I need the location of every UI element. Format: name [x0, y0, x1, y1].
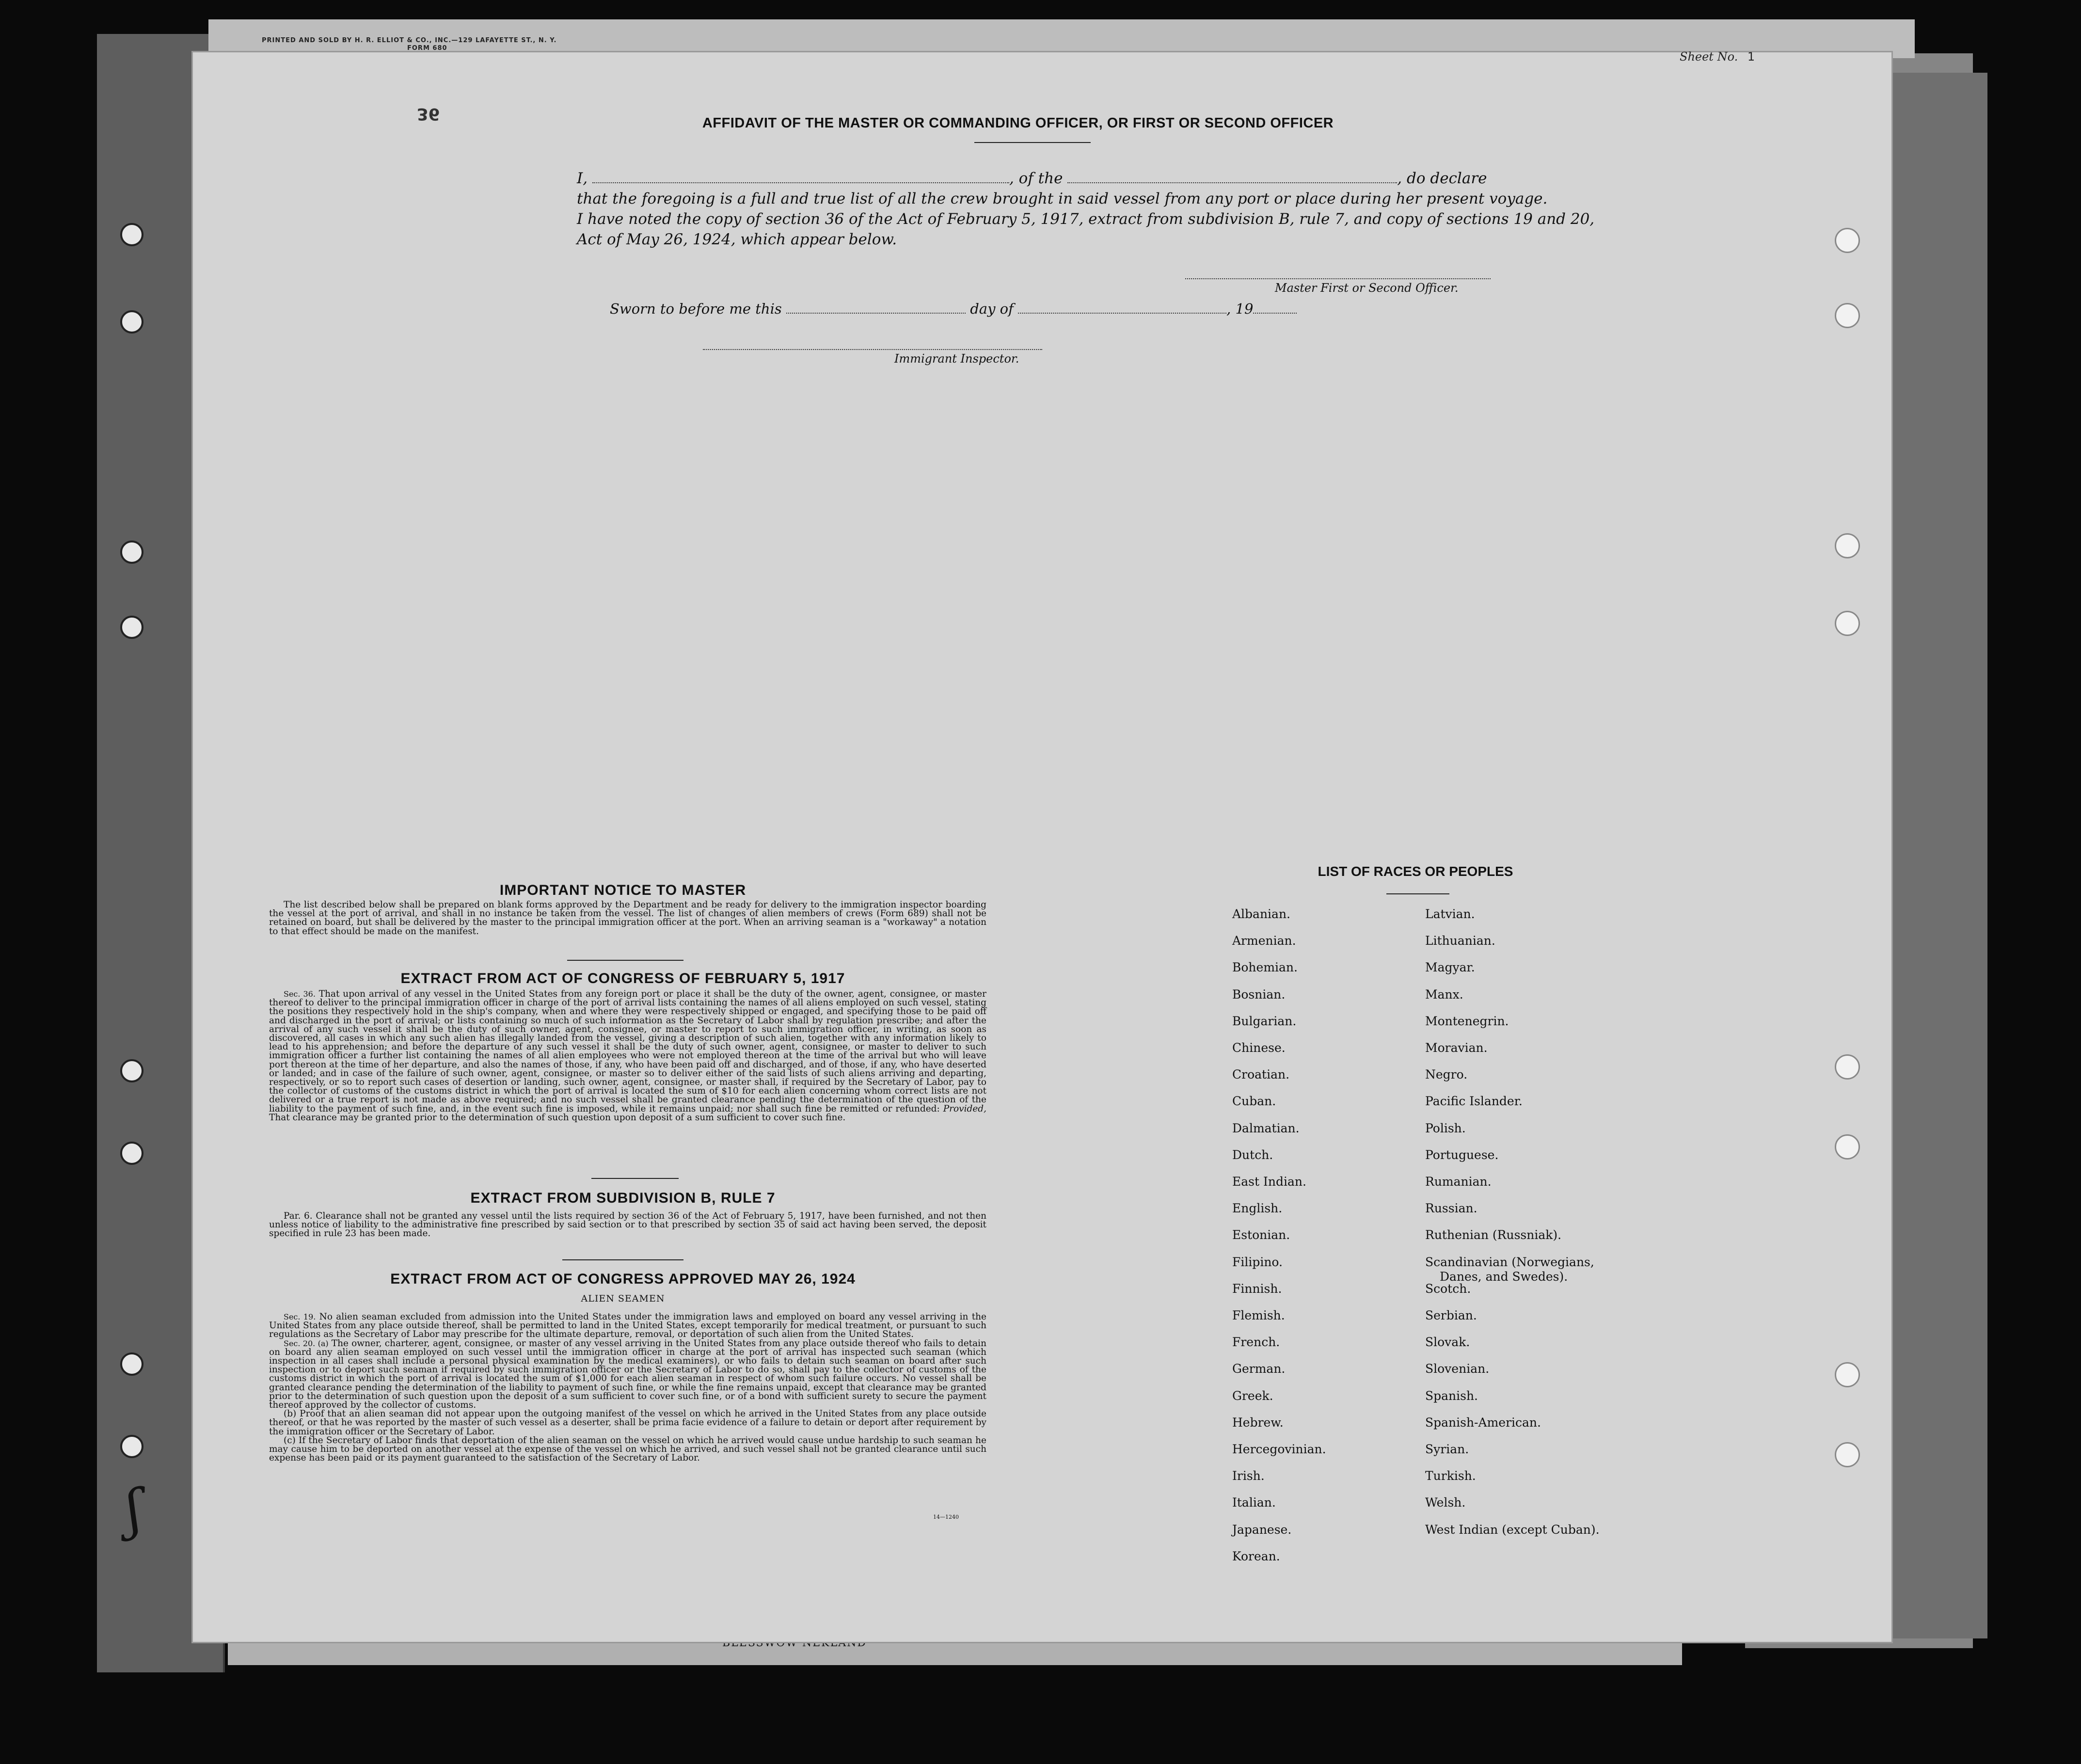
race-item: Finnish.	[1232, 1281, 1282, 1296]
divider	[1386, 893, 1449, 894]
race-item: Italian.	[1232, 1495, 1276, 1510]
race-item: English.	[1232, 1201, 1283, 1216]
rule7-text	[269, 1212, 986, 1239]
sheet-number-value: 1	[1747, 50, 1755, 64]
proviso-text: That clearance may be granted prior to the determination of such question upon deposit of a sum sufficient to cover such fine.	[269, 1112, 846, 1123]
race-item: East Indian.	[1232, 1175, 1306, 1189]
race-item: French.	[1232, 1335, 1280, 1350]
printer-imprint	[262, 37, 556, 52]
race-item: Polish.	[1425, 1121, 1466, 1135]
race-item: Hercegovinian.	[1232, 1442, 1326, 1456]
divider	[974, 142, 1091, 143]
sec19-paragraph	[269, 1313, 986, 1339]
affidavit-of-the: , of the	[1009, 170, 1063, 187]
race-item: Filipino.	[1232, 1255, 1283, 1269]
binder-hole	[120, 1142, 143, 1165]
race-item: Scotch.	[1425, 1281, 1471, 1296]
affidavit-line-4: Act of May 26, 1924, which appear below.	[577, 231, 897, 248]
race-item: Turkish.	[1425, 1469, 1476, 1483]
notice-title: IMPORTANT NOTICE TO MASTER	[499, 882, 747, 898]
vessel-blank	[1067, 171, 1397, 183]
race-item: Danes, and Swedes).	[1440, 1269, 1568, 1284]
sheet-number	[1680, 50, 1755, 64]
sec36-label: Sec. 36.	[284, 989, 316, 999]
sec20b-paragraph: (b) Proof that an alien seaman did not appear upon the outgoing manifest of the vessel on which he arrived in the United States from any place outside thereof, or that he was reported by the master of such vessel as a deserter, shall be prima facie evidence of a failure to detain or deport after requirement by the immigration officer or the Secretary of Labor.	[269, 1409, 986, 1437]
binder-hole	[120, 540, 143, 564]
sworn-before: Sworn to before me this	[610, 301, 782, 317]
race-item: Cuban.	[1232, 1094, 1276, 1109]
sec19-label: Sec. 19.	[284, 1312, 316, 1321]
race-item: Welsh.	[1425, 1495, 1466, 1510]
race-item: Japanese.	[1232, 1522, 1292, 1537]
race-item: Albanian.	[1232, 907, 1291, 921]
race-item: Dutch.	[1232, 1147, 1273, 1162]
race-item: Spanish-American.	[1425, 1415, 1541, 1430]
race-item: Latvian.	[1425, 907, 1475, 921]
master-caption: Master First or Second Officer.	[1275, 281, 1459, 295]
divider	[562, 1259, 683, 1260]
race-item: Armenian.	[1232, 934, 1296, 948]
race-item: German.	[1232, 1362, 1286, 1376]
page-code: 36	[417, 104, 440, 124]
inspector-caption: Immigrant Inspector.	[894, 352, 1019, 366]
binder-hole	[120, 1435, 143, 1458]
affidavit-line-1	[577, 170, 1487, 187]
sworn-day-of: day of	[970, 301, 1014, 317]
extract-1917-title: EXTRACT FROM ACT OF CONGRESS OF FEBRUARY 5, 1917	[400, 970, 845, 986]
sec20c-paragraph: (c) If the Secretary of Labor finds that deportation of the alien seaman on the vessel on which he arrived would cause undue hardship to such seaman he may cause him to be deported on another vessel at the expense of the vessel on which he arrived, and such vessel shall not be granted clearance until such expense has been paid or its payment guaranteed to the satisfaction of the Secretary of Labor.	[269, 1435, 986, 1463]
punch-hole	[1835, 1054, 1860, 1080]
race-item: Dalmatian.	[1232, 1121, 1300, 1135]
race-item: Slovak.	[1425, 1335, 1470, 1350]
race-item: Bulgarian.	[1232, 1014, 1297, 1028]
form-number: FORM 680	[407, 45, 447, 52]
race-item: Portuguese.	[1425, 1147, 1499, 1162]
affidavit-line-3: I have noted the copy of section 36 of the Act of February 5, 1917, extract from subdivision B, rule 7, and copy of sections 19 and 20,	[577, 210, 1595, 228]
sec20a-text: The owner, charterer, agent, consignee, or master of any vessel arriving in the United States from any place outside thereof who fails to detain on board any alien seaman employed on such vessel until the immigration officer in charge at the port of arrival has inspected such seaman (which inspection in all cases shall include a personal physical examination by the medical examiners), or who fails to detain such seaman on board after such inspection or to deport such seaman if required by such immigration officer or the Secretary of Labor to do so, shall pay to the collector of customs of the customs district in which the port of arrival is located the sum of $1,000 for each alien seaman in respect of whom such failure occurs. No vessel shall be granted clearance pending the determination of the liability to payment of such fine, or while the fine remains unpaid, except that clearance may be granted prior to the determination of such question upon the deposit of a sum sufficient to cover such fine, or of a bond with sufficient surety to secure the payment thereof approved by the collector of customs.	[269, 1338, 986, 1411]
sworn-line	[610, 301, 1297, 317]
races-title: LIST OF RACES OR PEOPLES	[1318, 864, 1513, 879]
punch-hole	[1835, 1134, 1860, 1160]
race-item: Bosnian.	[1232, 987, 1286, 1001]
inspector-signature-line	[703, 349, 1042, 350]
race-item: Rumanian.	[1425, 1175, 1492, 1189]
race-item: Irish.	[1232, 1469, 1265, 1483]
extract-1924-text	[269, 1313, 986, 1462]
race-item: Manx.	[1425, 987, 1463, 1001]
proviso-label: Provided,	[943, 1103, 986, 1114]
extract-1924-title: EXTRACT FROM ACT OF CONGRESS APPROVED MAY 26, 1924	[390, 1271, 856, 1287]
affidavit-declare: , do declare	[1397, 170, 1487, 187]
race-item: Greek.	[1232, 1388, 1273, 1403]
sec36-paragraph	[269, 990, 986, 1122]
extract-1917-text	[269, 990, 986, 1122]
year-blank	[1253, 301, 1297, 314]
notice-paragraph: The list described below shall be prepared on blank forms approved by the Department and be ready for delivery to the immigration inspector boarding the vessel at the port of arrival, and shall in no instance be taken from the vessel. The list of changes of alien members of crews (Form 689) shall not be retained on board, but shall be delivered by the master to the principal immigration officer at the port. When an arriving seaman is a "workaway" a notation to that effect should be made on the manifest.	[269, 900, 986, 937]
punch-hole	[1835, 228, 1860, 253]
month-blank	[1018, 301, 1226, 314]
binder-hole	[120, 310, 143, 334]
divider	[591, 1178, 679, 1179]
affidavit-line-2: that the foregoing is a full and true list of all the crew brought in said vessel from any port or place during her present voyage.	[577, 190, 1548, 207]
race-item: Hebrew.	[1232, 1415, 1284, 1430]
race-item: Ruthenian (Russniak).	[1425, 1228, 1562, 1242]
rule7-paragraph: Par. 6. Clearance shall not be granted any vessel until the lists required by section 36 of the Act of February 5, 1917, have been furnished, and not then unless notice of liability to the administrative fine prescribed by said section or to that prescribed by section 35 of said act having been served, the deposit specified in rule 23 has been made.	[269, 1211, 986, 1239]
affidavit-title: AFFIDAVIT OF THE MASTER OR COMMANDING OFFICER, OR FIRST OR SECOND OFFICER	[702, 115, 1334, 131]
handwritten-mark: ʃ	[121, 1478, 146, 1542]
race-item: Korean.	[1232, 1549, 1280, 1563]
race-item: Slovenian.	[1425, 1362, 1490, 1376]
race-item: Spanish.	[1425, 1388, 1478, 1403]
binder-hole	[120, 1352, 143, 1376]
day-blank	[786, 301, 966, 314]
notice-text	[269, 901, 986, 936]
sworn-year: , 19	[1226, 301, 1254, 317]
punch-hole	[1835, 1362, 1860, 1387]
race-item: Serbian.	[1425, 1308, 1477, 1322]
race-item: Moravian.	[1425, 1041, 1488, 1055]
race-item: Montenegrin.	[1425, 1014, 1509, 1028]
race-item: Chinese.	[1232, 1041, 1286, 1055]
punch-hole	[1835, 1442, 1860, 1467]
alien-seamen-subtitle: ALIEN SEAMEN	[581, 1293, 665, 1304]
race-item: Syrian.	[1425, 1442, 1469, 1456]
binder-hole	[120, 223, 143, 246]
sec36-text: That upon arrival of any vessel in the United States from any foreign port or place it shall be the duty of the owner, agent, consignee, or master thereof to deliver to the principal immigration officer in charge of the port of arrival lists containing the names of all aliens employed on such vessel, stating the positions they respectively hold in the ship's company, when and where they were respectively shipped or engaged, and specifying those to be paid off and discharged in the port of arrival; or lists containing so much of such information as the Secretary of Labor shall by regulation prescribe; and after the arrival of any such vessel it shall be the duty of such owner, agent, consignee, or master to report to such immigration officer, in writing, as soon as discovered, all cases in which any such alien has illegally landed from the vessel, giving a description of such alien, together with any information likely to lead to his apprehension; and before the departure of any such vessel it shall be the duty of such owner, agent, consignee, or master to deliver to such immigration officer a further list containing the names of all alien employees who were not employed thereon at the time of the arrival but who will leave port thereon at the time of her departure, and also the names of those, if any, who have been paid off and discharged, and of those, if any, who have deserted or landed; and in case of the failure of such owner, agent, consignee, or master so to deliver either of the said lists of such aliens arriving and departing, respectively, or so to report such cases of desertion or landing, such owner, agent, consignee, or master shall, if required by the Secretary of Labor, pay to the collector of customs of the customs district in which the port of arrival is located the sum of $10 for each alien concerning whom correct lists are not delivered or a true report is not made as above required; and no such vessel shall be granted clearance pending the determination of the question of the liability to the payment of such fine, and, in the event such fine is imposed, while it remains unpaid; nor shall such fine be remitted or refunded:	[269, 989, 986, 1114]
punch-hole	[1835, 303, 1860, 328]
rule7-title: EXTRACT FROM SUBDIVISION B, RULE 7	[470, 1190, 776, 1206]
punch-hole	[1835, 533, 1860, 558]
name-blank	[592, 171, 1009, 183]
sec20-label: Sec. 20. (a)	[284, 1338, 329, 1348]
affidavit-i: I,	[577, 170, 588, 187]
race-item: Russian.	[1425, 1201, 1477, 1216]
race-item: Estonian.	[1232, 1228, 1290, 1242]
binder-hole	[120, 1059, 143, 1082]
race-item: Scandinavian (Norwegians,	[1425, 1255, 1594, 1269]
form-code: 14—1240	[933, 1514, 959, 1520]
race-item: Bohemian.	[1232, 960, 1298, 975]
race-item: Magyar.	[1425, 960, 1475, 975]
printer-line: PRINTED AND SOLD BY H. R. ELLIOT & CO., INC.—129 LAFAYETTE ST., N. Y.	[262, 37, 557, 44]
punch-hole	[1835, 611, 1860, 636]
sheet-number-label: Sheet No.	[1680, 50, 1738, 64]
race-item: Flemish.	[1232, 1308, 1285, 1322]
race-item: West Indian (except Cuban).	[1425, 1522, 1600, 1537]
race-item: Pacific Islander.	[1425, 1094, 1523, 1109]
race-item: Croatian.	[1232, 1067, 1290, 1082]
race-item: Lithuanian.	[1425, 934, 1495, 948]
sec19-text: No alien seaman excluded from admission into the United States under the immigration laws and employed on board any vessel arriving in the United States from any place outside thereof, shall be permitted to land in the United States, except temporarily for medical treatment, or pursuant to such regulations as the Secretary of Labor may prescribe for the ultimate departure, removal, or deportation of such alien from the United States.	[269, 1312, 986, 1340]
binder-hole	[120, 616, 143, 639]
divider	[567, 960, 683, 961]
sec20a-paragraph	[269, 1339, 986, 1410]
race-item: Negro.	[1425, 1067, 1468, 1082]
master-signature-line	[1185, 278, 1491, 279]
